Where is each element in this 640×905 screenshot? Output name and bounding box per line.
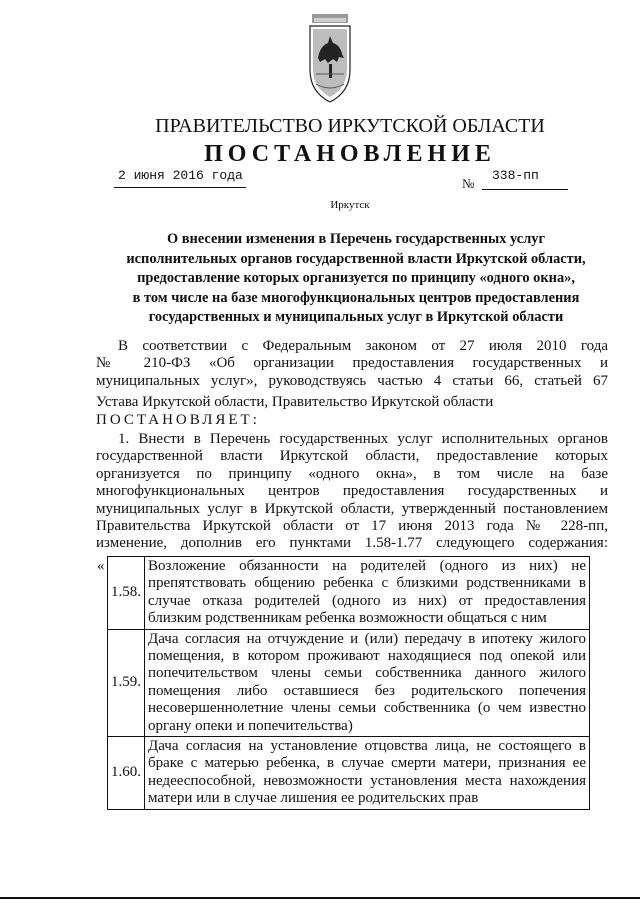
decree-number: 338-пп xyxy=(492,168,539,183)
resolve-word: ПОСТАНОВЛЯЕТ: xyxy=(96,412,260,428)
item-number: 1.60. xyxy=(108,737,145,810)
number-sign: № xyxy=(462,176,475,191)
title-line: государственных и муниципальных услуг в Иркутской области xyxy=(148,309,564,326)
page-bottom-border xyxy=(0,897,640,899)
number-underline xyxy=(482,189,568,190)
text-line: многофункциональных центров предоставления государственных и xyxy=(96,483,608,500)
text-line: муниципальных услуг в Иркутской области, утвержденный постановлением xyxy=(96,500,608,517)
text-line: муниципальных услуг», руководствуясь частью 4 статьи 66, статьей 67 xyxy=(96,372,608,389)
item-text: Возложение обязанности на родителей (одного из них) не препятствовать общению ребенка с близкими родственниками в случае отказа родителей (одного из них) от предоставления близким родственникам ребенка возможности общаться с ним xyxy=(145,557,590,630)
text-line: государственной власти Иркутской области, предоставление которых xyxy=(96,448,608,465)
item-number: 1.59. xyxy=(108,629,145,736)
text-line: В соответствии с Федеральным законом от 27 июля 2010 года xyxy=(118,338,608,354)
text-line: Правительства Иркутской области от 17 июня 2013 года № 228-пп, xyxy=(96,518,608,535)
coat-of-arms-icon xyxy=(306,12,354,108)
title-line: исполнительных органов государственной власти Иркутской области, xyxy=(126,250,586,267)
preamble-last-line: Устава Иркутской области, Правительство Иркутской области xyxy=(96,394,494,410)
text-line: организуется по принципу «одного окна», в том числе на базе xyxy=(96,465,608,482)
text-line: изменение, дополнив его пунктами 1.58-1.77 следующего содержания: xyxy=(96,535,608,552)
text-line: № 210-ФЗ «Об организации предоставления государственных и xyxy=(96,355,608,372)
title-line: О внесении изменения в Перечень государственных услуг xyxy=(166,231,546,247)
document-type: ПОСТАНОВЛЕНИЕ xyxy=(204,141,496,167)
government-name: ПРАВИТЕЛЬСТВО ИРКУТСКОЙ ОБЛАСТИ xyxy=(155,115,545,137)
title-line: предоставление которых организуется по принципу «одного окна», xyxy=(137,270,575,287)
decree-title xyxy=(96,230,616,328)
item-text: Дача согласия на установление отцовства лица, не состоящего в браке с матерью ребенка, в случае смерти матери, признания ее недееспособной, невозможности установления места нахождения матери или в случае лишения ее родительских прав xyxy=(145,737,590,810)
opening-quote: « xyxy=(97,558,105,574)
table-row xyxy=(108,737,590,810)
preamble-paragraph xyxy=(96,338,608,390)
date-underline xyxy=(114,187,246,188)
table-row xyxy=(108,629,590,736)
item-number: 1.58. xyxy=(108,557,145,630)
decree-date: 2 июня 2016 года xyxy=(118,168,243,183)
table-row xyxy=(108,557,590,630)
item-text: Дача согласия на отчуждение и (или) передачу в ипотеку жилого помещения, в котором проживают находящиеся под опекой или попечительством члены семьи собственника данного жилого помещения либо оставшиеся без родительского попечения несовершеннолетние члены семьи собственника (о чем известно органу опеки и попечительства) xyxy=(145,629,590,736)
city-name: Иркутск xyxy=(330,199,370,211)
item-1-paragraph xyxy=(96,431,608,553)
title-line: в том числе на базе многофункциональных центров предоставления xyxy=(132,289,580,306)
text-line: 1. Внести в Перечень государственных услуг исполнительных органов xyxy=(118,431,608,447)
services-table xyxy=(107,556,590,810)
